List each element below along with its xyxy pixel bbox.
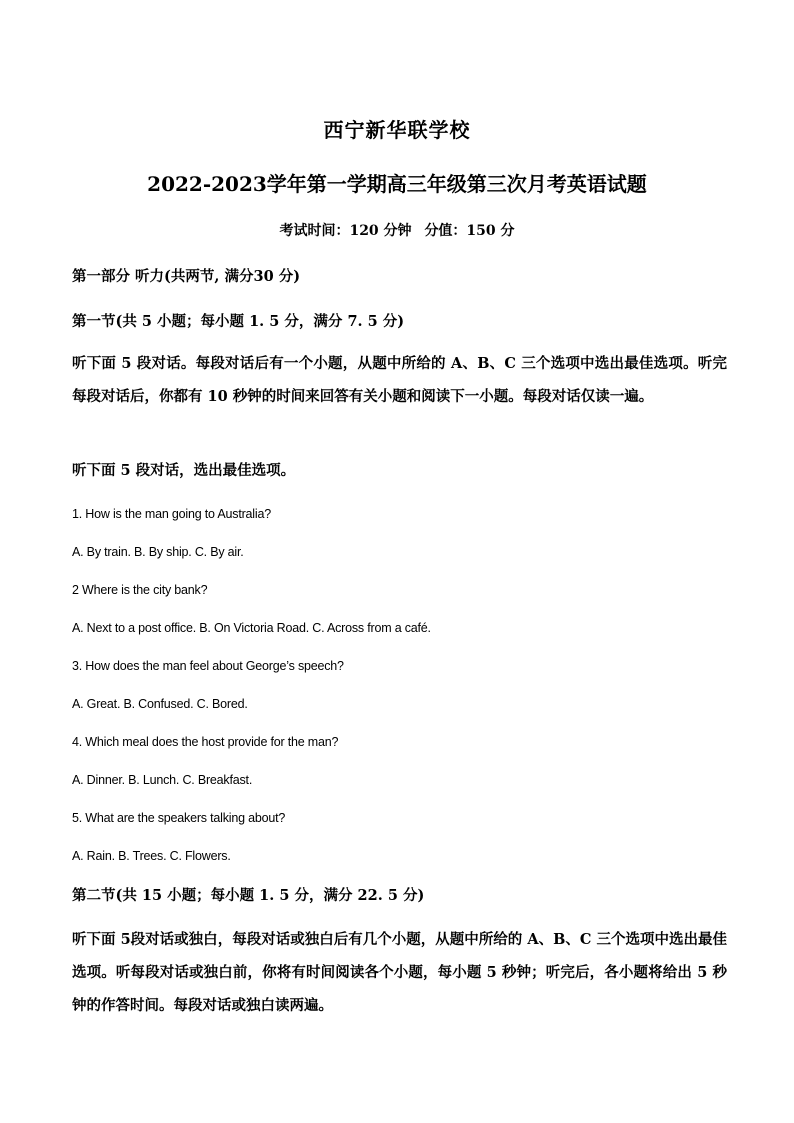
question-1-options: A. By train. B. By ship. C. By air. — [72, 545, 244, 559]
question-3: 3. How does the man feel about George’s speech? — [72, 659, 344, 673]
exam-score: 分值：150 分 — [424, 223, 515, 239]
question-4-options: A. Dinner. B. Lunch. C. Breakfast. — [72, 773, 253, 787]
exam-time: 考试时间：120 分钟 — [279, 223, 412, 239]
question-2-options: A. Next to a post office. B. On Victoria Road. C. Across from a café. — [72, 621, 431, 635]
school-name: 西宁新华联学校 — [323, 118, 471, 142]
exam-info — [0, 220, 794, 240]
section2-heading: 第二节(共 15 小题；每小题 1. 5 分，满分 22. 5 分) — [72, 887, 425, 904]
section1-instructions: 听下面 5 段对话。每段对话后有一个小题，从题中所给的 A、B、C 三个选项中选出最佳选项。听完每段对话后，你都有 10 秒钟的时间来回答有关小题和阅读下一小题。每段对话仅读一遍。 — [72, 355, 727, 405]
section1-heading: 第一节(共 5 小题；每小题 1. 5 分，满分 7. 5 分) — [72, 313, 405, 330]
section1-sub-instruction: 听下面 5 段对话，选出最佳选项。 — [72, 462, 296, 479]
part1-heading: 第一部分 听力(共两节, 满分30 分) — [72, 268, 301, 285]
question-5-options: A. Rain. B. Trees. C. Flowers. — [72, 849, 231, 863]
section2-instructions: 听下面 5段对话或独白，每段对话或独白后有几个小题，从题中所给的 A、B、C 三个选项中选出最佳选项。听每段对话或独白前，你将有时间阅读各个小题，每小题 5 秒钟；听完后，各小题将给出 5 秒钟的作答时间。每段对话或独白读两遍。 — [72, 931, 727, 1014]
question-2: 2 Where is the city bank? — [72, 583, 208, 597]
question-4: 4. Which meal does the host provide for the man? — [72, 735, 339, 749]
question-1: 1. How is the man going to Australia? — [72, 507, 271, 521]
question-5: 5. What are the speakers talking about? — [72, 811, 286, 825]
exam-title: 2022-2023学年第一学期高三年级第三次月考英语试题 — [147, 172, 647, 196]
question-3-options: A. Great. B. Confused. C. Bored. — [72, 697, 248, 711]
